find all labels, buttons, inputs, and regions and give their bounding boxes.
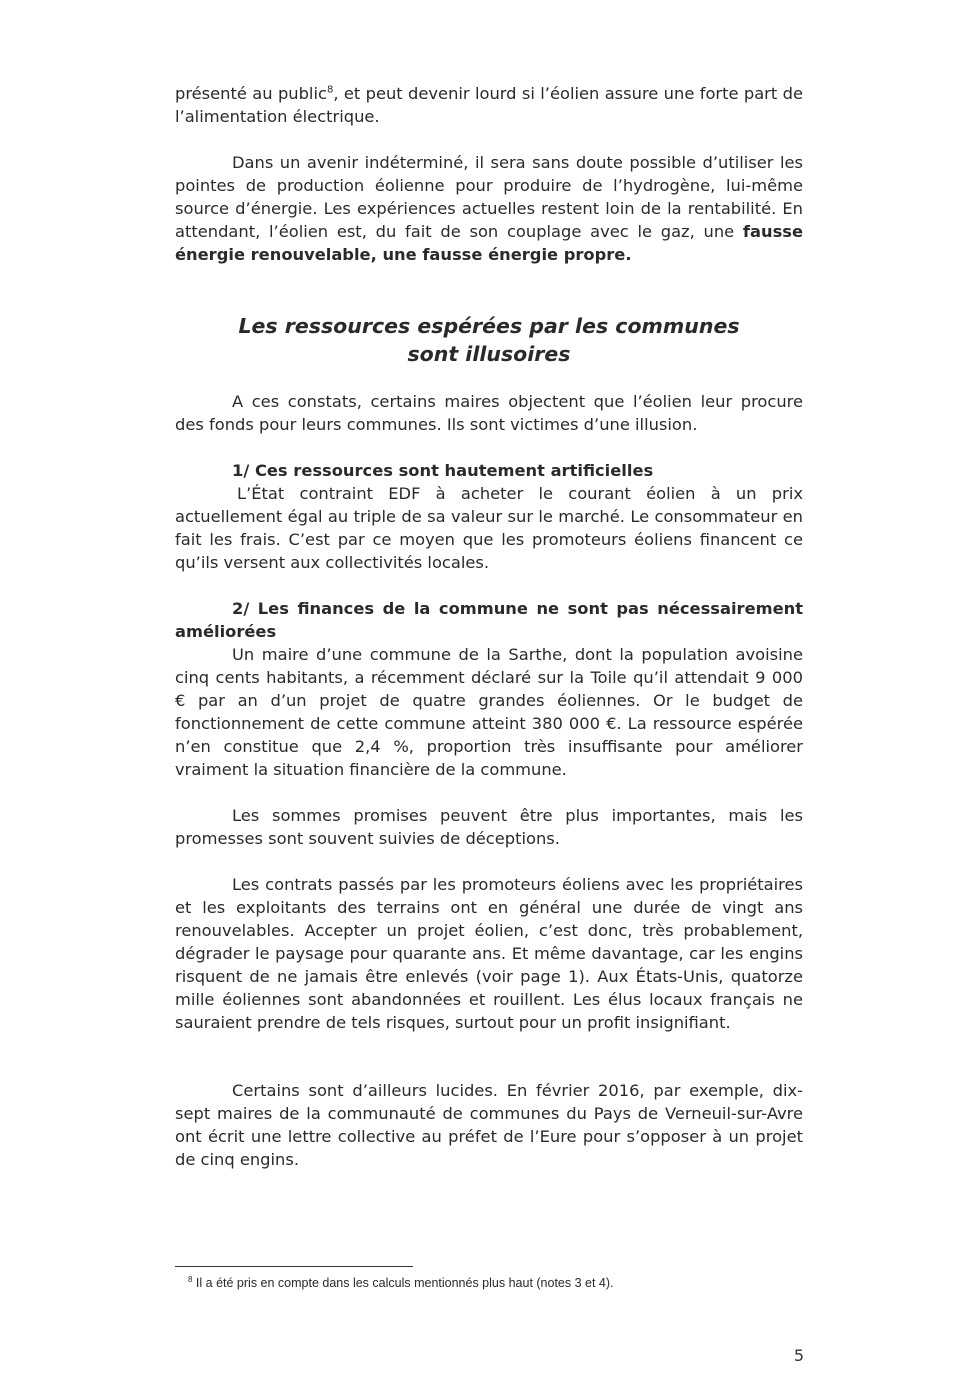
footnote	[188, 1276, 614, 1290]
section-heading-line: Les ressources espérées par les communes	[238, 314, 740, 338]
footnote-separator	[175, 1266, 413, 1267]
paragraph-text: Dans un avenir indéterminé, il sera sans doute possible d’utiliser les pointes de production éolienne pour produire de l’hydrogène, lui-même source d’énergie. Les expériences actuelles restent loin de la rentabilité. En attendant, l’éolien est, du fait de son couplage avec le gaz, une	[175, 153, 803, 241]
subsection-1	[175, 459, 803, 574]
paragraph-text: Les contrats passés par les promoteurs éoliens avec les propriétaires et les exploitants des terrains ont en général une durée de vingt ans renouvelables. Accepter un projet éolien, c’est donc, très probablement, dégrader le paysage pour quarante ans. Et même davantage, car les engins risquent de ne jamais être enlevés (voir page 1). Aux États-Unis, quatorze mille éoliennes sont abandonnées et rouillent. Les élus locaux français ne sauraient prendre de tels risques, surtout pour un profit insignifiant.	[175, 875, 803, 1032]
section-heading	[175, 312, 803, 368]
footnote-text: Il a été pris en compte dans les calculs mentionnés plus haut (notes 3 et 4).	[192, 1276, 614, 1290]
paragraph-text: présenté au public	[175, 84, 327, 103]
footnote-reference[interactable]: 8	[326, 84, 334, 96]
paragraph-intro	[175, 390, 803, 436]
paragraph-text: A ces constats, certains maires objectent que l’éolien leur procure des fonds pour leurs communes. Ils sont victimes d’une illusion.	[175, 392, 803, 434]
paragraph-promises	[175, 804, 803, 850]
page-number: 5	[793, 1346, 804, 1365]
subsection-2	[175, 597, 803, 781]
footnote-number: 8	[188, 1274, 193, 1284]
subsection-heading: 2/ Les finances de la commune ne sont pas nécessairement améliorées	[175, 599, 803, 641]
section-heading-line: sont illusoires	[407, 342, 571, 366]
paragraph-text: , et peut devenir lourd si l’éolien assure une forte part de l’alimentation électrique.	[175, 84, 803, 126]
paragraph-contracts	[175, 873, 803, 1034]
paragraph-lucid-mayors	[175, 1079, 803, 1171]
paragraph-text: Un maire d’une commune de la Sarthe, dont la population avoisine cinq cents habitants, a récemment déclaré sur la Toile qu’il attendait 9 000 € par an d’un projet de quatre grandes éoliennes. Or le budget de fonctionnement de cette commune atteint 380 000 €. La ressource espérée n’en constitue que 2,4 %, proportion très insuffisante pour améliorer vraiment la situation financière de la commune.	[175, 645, 803, 779]
emphasis-text: fausse énergie renouvelable, une fausse énergie propre.	[175, 222, 803, 264]
paragraph-text: Les sommes promises peuvent être plus importantes, mais les promesses sont souvent suivies de déceptions.	[175, 806, 803, 848]
subsection-heading: 1/ Ces ressources sont hautement artificielles	[232, 461, 654, 480]
paragraph-continuation	[175, 82, 803, 128]
paragraph-text: Certains sont d’ailleurs lucides. En février 2016, par exemple, dix-sept maires de la communauté de communes du Pays de Verneuil-sur-Avre ont écrit une lettre collective au préfet de l’Eure pour s’opposer à un projet de cinq engins.	[175, 1081, 803, 1169]
paragraph-text: L’État contraint EDF à acheter le courant éolien à un prix actuellement égal au triple de sa valeur sur le marché. Le consommateur en fait les frais. C’est par ce moyen que les promoteurs éoliens financent ce qu’ils versent aux collectivités locales.	[175, 484, 803, 572]
paragraph-hydrogen	[175, 151, 803, 266]
